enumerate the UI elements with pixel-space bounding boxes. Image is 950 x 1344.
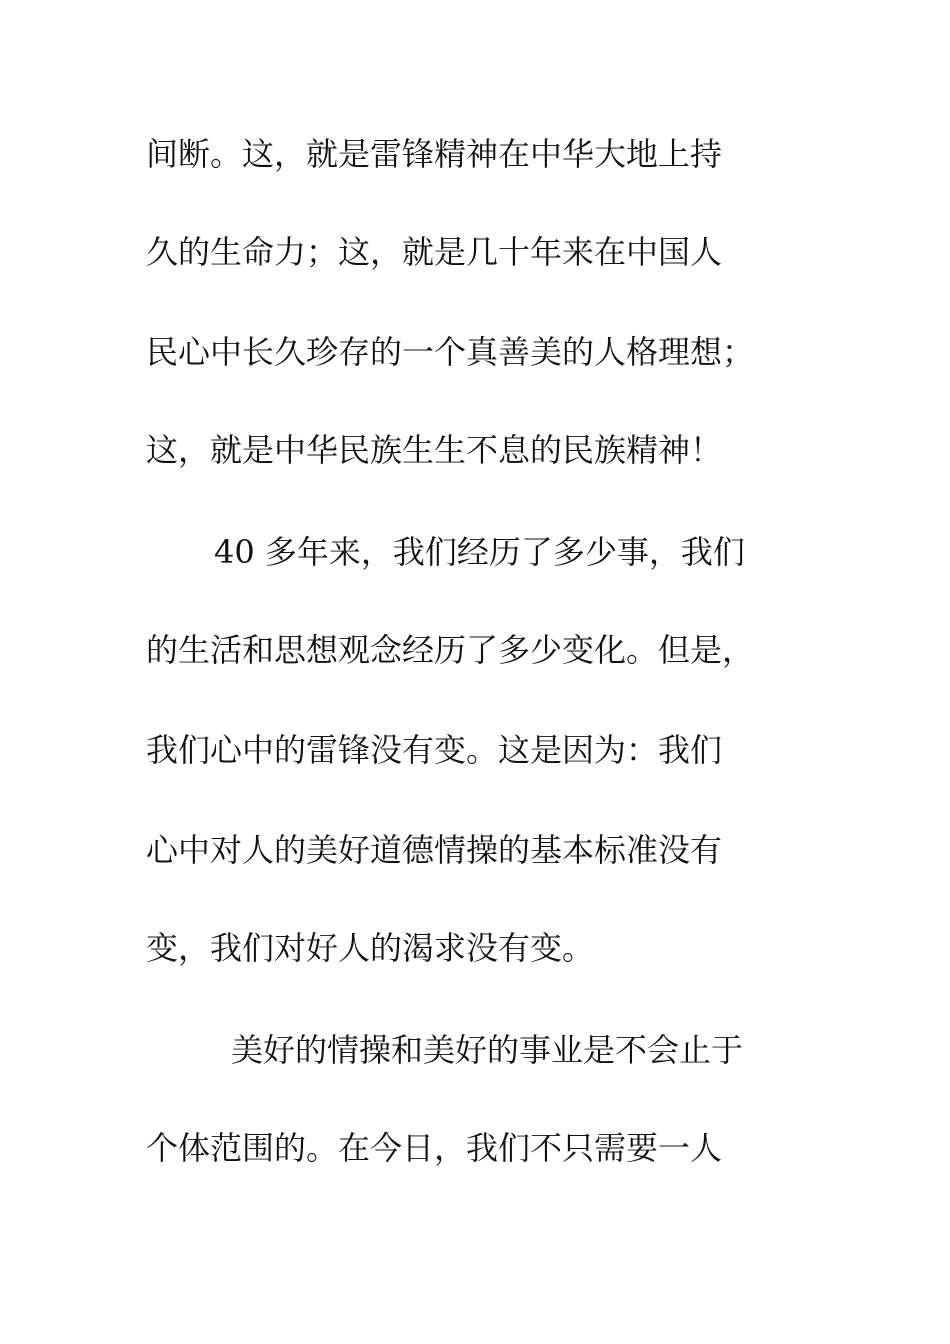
text-line: 我们心中的雷锋没有变。这是因为：我们: [146, 731, 723, 769]
text-line: 这，就是中华民族生生不息的民族精神！: [146, 431, 723, 469]
text-line: 变，我们对好人的渴求没有变。: [146, 929, 595, 967]
text-line: 心中对人的美好道德情操的基本标准没有: [146, 831, 723, 869]
text-line: 个体范围的。在今日，我们不只需要一人: [146, 1129, 723, 1167]
text-line: 美好的情操和美好的事业是不会止于: [231, 1031, 744, 1069]
text-line: 民心中长久珍存的一个真善美的人格理想；: [146, 333, 755, 371]
text-line: 久的生命力；这，就是几十年来在中国人: [146, 233, 723, 271]
text-line: 的生活和思想观念经历了多少变化。但是，: [146, 631, 755, 669]
text-line: 40 多年来，我们经历了多少事，我们: [214, 533, 745, 571]
text-line: 间断。这，就是雷锋精神在中华大地上持: [146, 135, 723, 173]
